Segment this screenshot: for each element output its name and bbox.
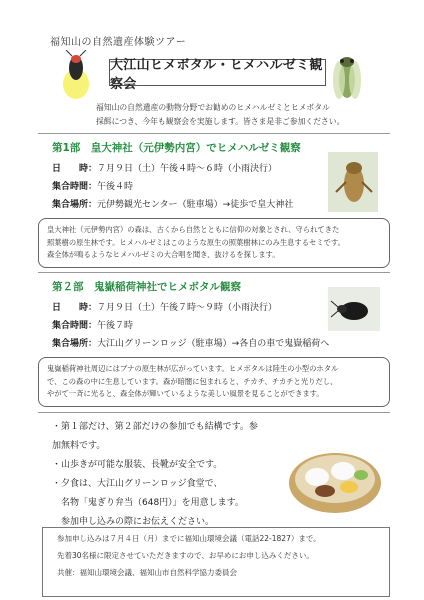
firefly-photo bbox=[328, 287, 380, 331]
divider bbox=[38, 133, 390, 134]
part2-date: 日 時：７月９日（土）午後７時～９時（小雨決行） bbox=[52, 303, 278, 313]
cicada-icon bbox=[330, 52, 364, 102]
part2-title: 第２部 鬼嶽稲荷神社でヒメボタル観察 bbox=[52, 281, 241, 293]
part1-date: 日 時：７月９日（土）午後４時～６時（小雨決行） bbox=[52, 164, 278, 174]
firefly-icon bbox=[58, 50, 94, 102]
part2-time: 集合時間：午後７時 bbox=[52, 321, 134, 331]
part1-title: 第1部 皇大神社（元伊勢内宮）でヒメハルゼミ観察 bbox=[52, 142, 301, 154]
divider bbox=[38, 412, 390, 413]
footer-line: 参加申し込みは７月４日（月）までに福知山環境会議（電話22-1827）まで。 bbox=[57, 534, 321, 543]
part1-time: 集合時間：午後４時 bbox=[52, 182, 134, 192]
footer-line: 共催：福知山環境会議、福知山市自然科学協力委員会 bbox=[57, 568, 237, 577]
part1-description: 皇大神社（元伊勢内宮）の森は、古くから自然とともに信仰の対象とされ、守られてきた 照葉樹の原生林です。ヒメハルゼミはこのような原生の照葉樹林にのみ生息するセミです。 森全体が鳴るようなヒメハルゼミの大合唱を聞き、抜けるを探します。 bbox=[38, 218, 390, 268]
note-item: ・第１部だけ、第２部だけの参加でも結構です。参加無料です。 bbox=[52, 422, 258, 451]
note-item: ・山歩きが可能な服装、長靴が安全です。 bbox=[52, 460, 223, 470]
divider bbox=[38, 272, 390, 273]
part2-place: 集合場所：大江山グリーンロッジ（駐車場）→各自の車で鬼嶽稲荷へ bbox=[52, 339, 330, 349]
footer-box bbox=[42, 527, 390, 597]
note-item: ・夕食は、大江山グリーンロッジ食堂で、 bbox=[52, 479, 223, 489]
footer-line: 先着30名様に限定させていただきますので、お早めにお申し込みください。 bbox=[57, 551, 314, 560]
part2-description: 鬼嶽稲荷神社周辺にはブナの原生林が広がっています。ヒメボタルは陸生の小型のホタル で、この森の中に生息しています。森が暗闇に包まれると、チカチ、チカチと光りだし、 やがて一斉に光ると、森全体が輝いているような美しい風景を見ることができます。 bbox=[38, 357, 390, 407]
intro-text: 福知山の自然遺産の動物分野でお勧めのヒメハルゼミとヒメボタル 採餌につき、今年も観察会を実施します。皆さま是非ご参加ください。 bbox=[96, 103, 345, 126]
notes-list bbox=[52, 418, 262, 532]
page-title: 大江山ヒメボタル・ヒメハルゼミ観察会 bbox=[109, 59, 326, 86]
bento-photo bbox=[285, 435, 385, 515]
part1-place: 集合場所：元伊勢観光センター（駐車場）→徒歩で皇大神社 bbox=[52, 200, 294, 210]
tour-label: 福知山の自然遺産体験ツアー bbox=[50, 37, 187, 48]
note-item: 名物「鬼ぎり弁当（648円）」を用意します。 bbox=[52, 498, 244, 508]
note-item: 参加申し込みの際にお伝えください。 bbox=[52, 517, 215, 527]
cicada-photo bbox=[328, 152, 378, 212]
